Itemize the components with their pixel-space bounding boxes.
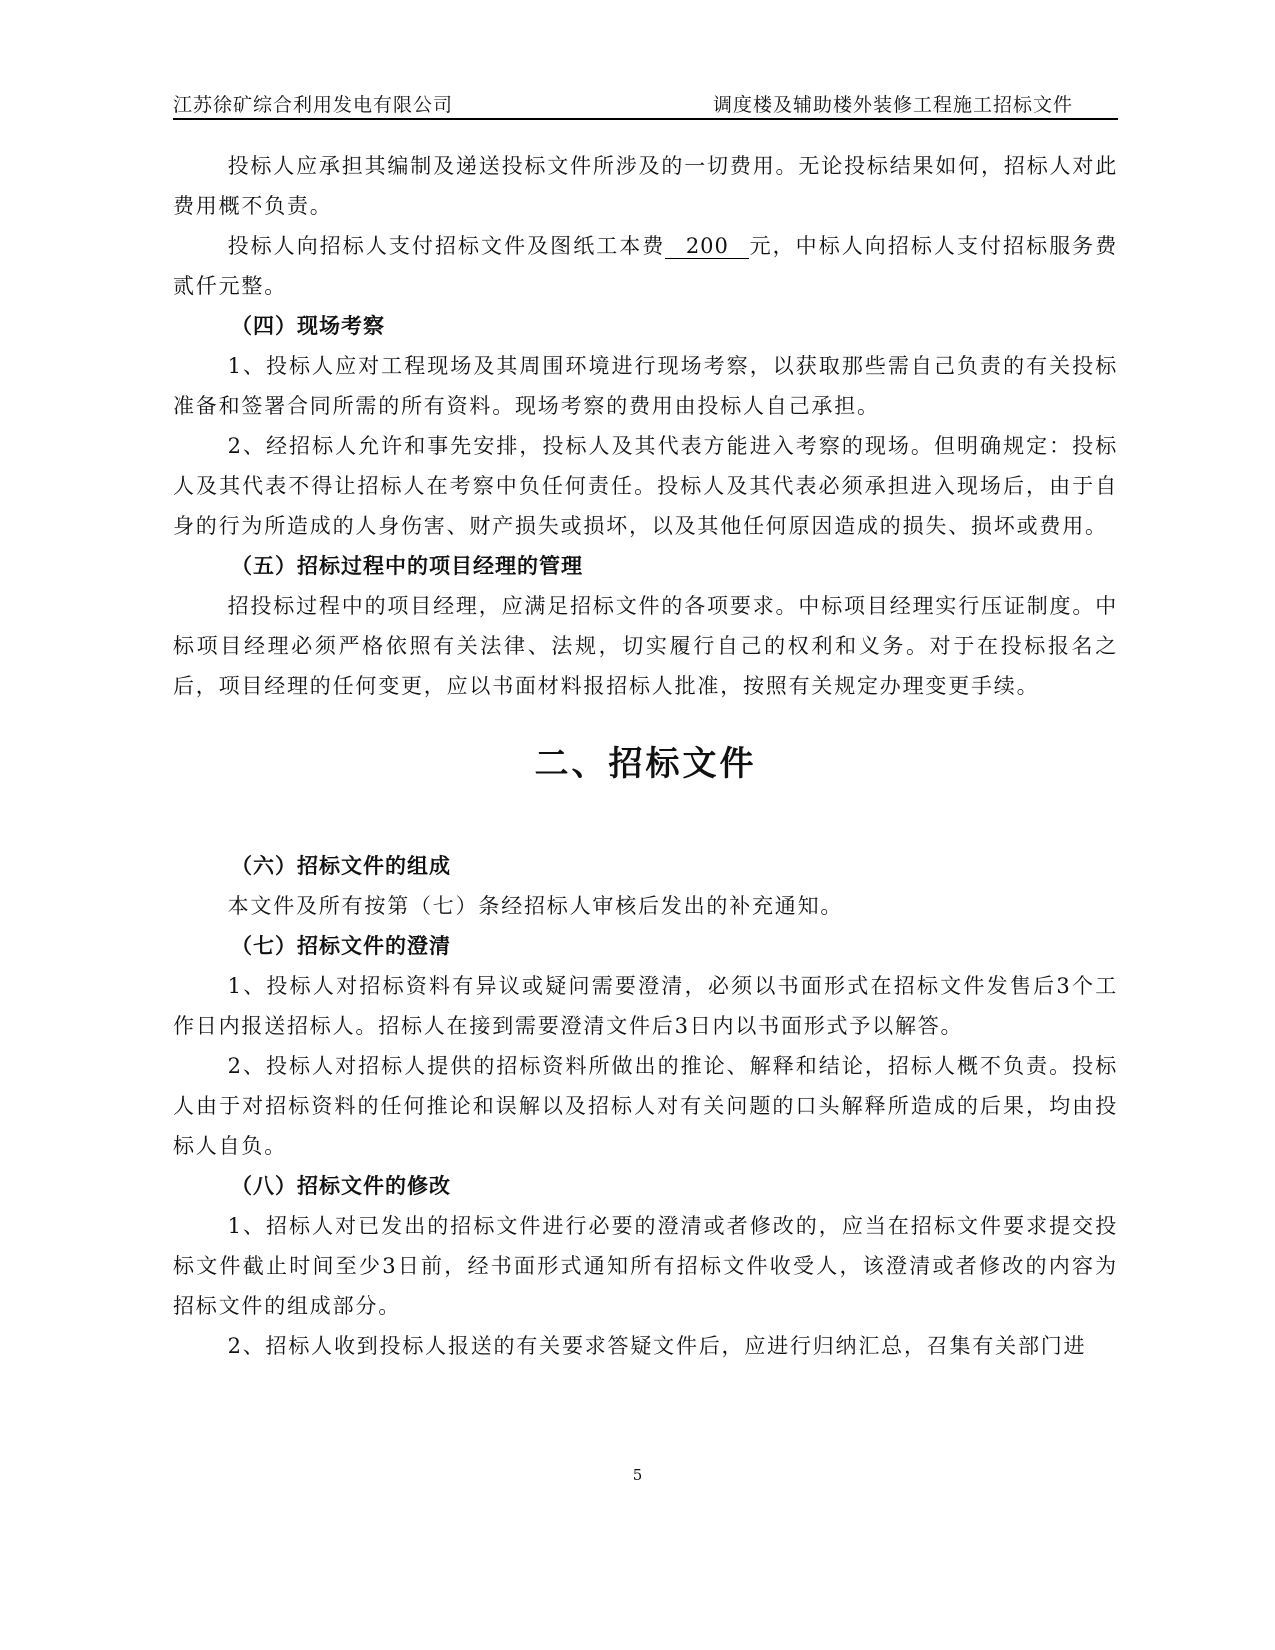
- paragraph-modification-1: 1、招标人对已发出的招标文件进行必要的澄清或者修改的，应当在招标文件要求提交投标文件截止时间至少3日前，经书面形式通知所有招标文件收受人，该澄清或者修改的内容为招标文件的组成部分。: [173, 1214, 1118, 1318]
- paragraph-clarification-1: 1、投标人对招标资料有异议或疑问需要澄清，必须以书面形式在招标文件发售后3个工作日内报送招标人。招标人在接到需要澄清文件后3日内以书面形式予以解答。: [173, 974, 1118, 1038]
- header-company-name: 江苏徐矿综合利用发电有限公司: [173, 94, 454, 116]
- heading-clarification: （七）招标文件的澄清: [231, 933, 451, 958]
- page-header: [173, 86, 1118, 120]
- document-fee-text-before: 投标人向招标人支付招标文件及图纸工本费: [227, 234, 666, 258]
- header-document-title: 调度楼及辅助楼外装修工程施工招标文件: [712, 94, 1073, 116]
- paragraph-bid-cost: 投标人应承担其编制及递送投标文件所涉及的一切费用。无论投标结果如何，招标人对此费用概不负责。: [173, 154, 1118, 218]
- page-number: 5: [632, 1466, 643, 1484]
- paragraph-clarification-2: 2、投标人对招标人提供的招标资料所做出的推论、解释和结论，招标人概不负责。投标人由于对招标资料的任何推论和误解以及招标人对有关问题的口头解释所造成的后果，均由投标人自负。: [173, 1054, 1118, 1158]
- paragraph-document-fee: [173, 226, 1118, 306]
- paragraph-modification-2: 2、招标人收到投标人报送的有关要求答疑文件后，应进行归纳汇总，召集有关部门进: [227, 1334, 1087, 1358]
- chapter-title: 二、招标文件: [534, 744, 757, 784]
- document-fee-text-after: 元，中标人向招标人支付招标服务费贰仟元整。: [173, 234, 1118, 298]
- paragraph-project-manager: 招投标过程中的项目经理，应满足招标文件的各项要求。中标项目经理实行压证制度。中标项目经理必须严格依照有关法律、法规，切实履行自己的权利和义务。对于在投标报名之后，项目经理的任何变更，应以书面材料报招标人批准，按照有关规定办理变更手续。: [173, 594, 1118, 698]
- heading-project-manager: （五）招标过程中的项目经理的管理: [231, 553, 583, 578]
- paragraph-site-visit-1: 1、投标人应对工程现场及其周围环境进行现场考察，以获取那些需自己负责的有关投标准备和签署合同所需的所有资料。现场考察的费用由投标人自己承担。: [173, 354, 1118, 418]
- heading-modification: （八）招标文件的修改: [231, 1173, 451, 1198]
- heading-site-visit: （四）现场考察: [231, 313, 385, 338]
- heading-composition: （六）招标文件的组成: [231, 853, 451, 878]
- document-fee-amount: 200: [665, 234, 749, 259]
- document-body: [173, 146, 1118, 1366]
- paragraph-composition: 本文件及所有按第（七）条经招标人审核后发出的补充通知。: [227, 894, 844, 918]
- paragraph-site-visit-2: 2、经招标人允许和事先安排，投标人及其代表方能进入考察的现场。但明确规定：投标人及其代表不得让招标人在考察中负任何责任。投标人及其代表必须承担进入现场后，由于自身的行为所造成的人身伤害、财产损失或损坏，以及其他任何原因造成的损失、损坏或费用。: [173, 434, 1118, 538]
